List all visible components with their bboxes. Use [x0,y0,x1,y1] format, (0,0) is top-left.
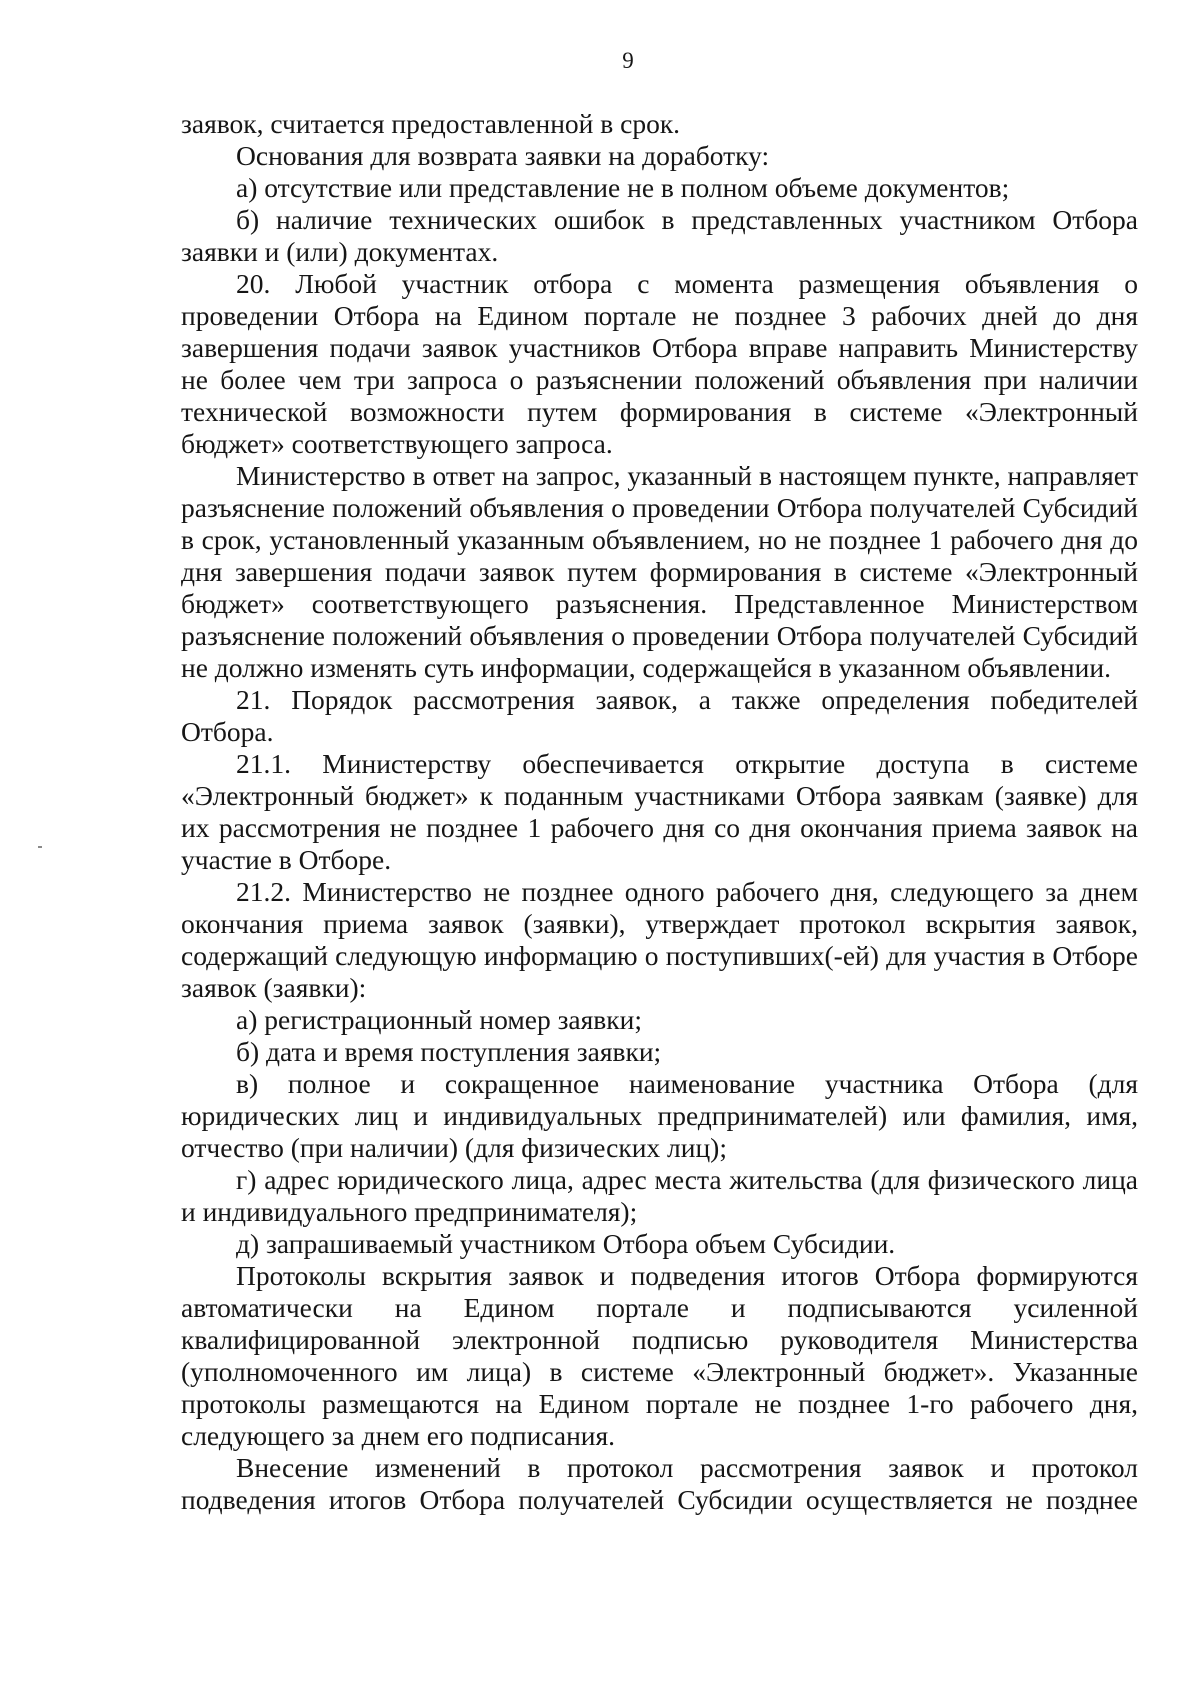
paragraph-grounds-heading: Основания для возврата заявки на доработку: [236,140,770,171]
document-body [181,108,1138,1516]
list-item-g: г) адрес юридического лица, адрес места жительства (для физического лица и индивидуального предпринимателя); [181,1164,1138,1227]
paragraph-21-1: 21.1. Министерству обеспечивается открытие доступа в системе «Электронный бюджет» к поданным участниками Отбора заявкам (заявке) для их рассмотрения не позднее 1 рабочего дня со дня окончания приема заявок на участие в Отборе. [181,748,1138,875]
scan-artifact [38,846,42,848]
paragraph-21: 21. Порядок рассмотрения заявок, а также определения победителей Отбора. [181,684,1138,747]
list-item-b: б) дата и время поступления заявки; [236,1036,662,1067]
paragraph-amendments: Внесение изменений в протокол рассмотрения заявок и протокол подведения итогов Отбора получателей Субсидии осуществляется не позднее [181,1452,1138,1515]
paragraph-item-b: б) наличие технических ошибок в представленных участником Отбора заявки и (или) документах. [181,204,1138,267]
paragraph-20: 20. Любой участник отбора с момента размещения объявления о проведении Отбора на Едином портале не позднее 3 рабочих дней до дня завершения подачи заявок участников Отбора вправе направить Министерству не более чем три запроса о разъяснении положений объявления при наличии технической возможности путем формирования в системе «Электронный бюджет» соответствующего запроса. [181,268,1138,459]
paragraph-21-2: 21.2. Министерство не позднее одного рабочего дня, следующего за днем окончания приема заявок (заявки), утверждает протокол вскрытия заявок, содержащий следующую информацию о поступивших(-ей) для участия в Отборе заявок (заявки): [181,876,1138,1003]
list-item-d: д) запрашиваемый участником Отбора объем Субсидии. [236,1228,896,1259]
page-number: 9 [622,48,634,73]
paragraph-continuation: заявок, считается предоставленной в срок. [181,108,681,139]
paragraph-ministry-response: Министерство в ответ на запрос, указанный в настоящем пункте, направляет разъяснение положений объявления о проведении Отбора получателей Субсидий в срок, установленный указанным объявлением, но не позднее 1 рабочего дня до дня завершения подачи заявок путем формирования в системе «Электронный бюджет» соответствующего разъяснения. Представленное Министерством разъяснение положений объявления о проведении Отбора получателей Субсидий не должно изменять суть информации, содержащейся в указанном объявлении. [181,460,1138,683]
paragraph-item-a: а) отсутствие или представление не в полном объеме документов; [236,172,1010,203]
paragraph-protocols: Протоколы вскрытия заявок и подведения итогов Отбора формируются автоматически на Едином портале и подписываются усиленной квалифицированной электронной подписью руководителя Министерства (уполномоченного им лица) в системе «Электронный бюджет». Указанные протоколы размещаются на Едином портале не позднее 1-го рабочего дня, следующего за днем его подписания. [181,1260,1138,1451]
list-item-v: в) полное и сокращенное наименование участника Отбора (для юридических лиц и индивидуальных предпринимателей) или фамилия, имя, отчество (при наличии) (для физических лиц); [181,1068,1138,1163]
list-item-a: а) регистрационный номер заявки; [236,1004,642,1035]
